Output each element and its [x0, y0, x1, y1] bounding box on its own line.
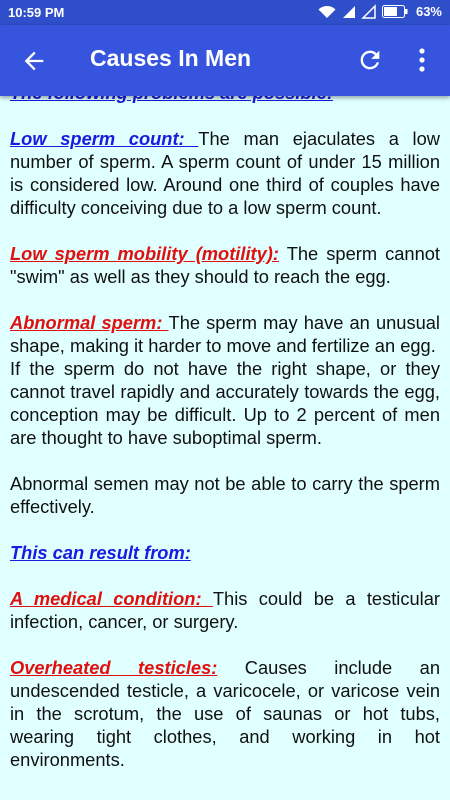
battery-percent: 63%: [415, 4, 442, 19]
section-heading: Abnormal sperm:: [10, 312, 169, 333]
paragraph-text: Abnormal semen may not be able to carry the sperm effectively.: [10, 473, 440, 517]
section-heading: Overheated testicles:: [10, 657, 218, 678]
battery-icon: [382, 5, 408, 18]
refresh-icon[interactable]: [356, 46, 384, 74]
paragraph-abnormal-semen: [10, 472, 440, 518]
paragraph-abnormal-sperm: [10, 311, 440, 449]
paragraph-low-sperm-count: [10, 127, 440, 219]
back-arrow-icon[interactable]: [20, 47, 48, 75]
paragraph-text: Causes include an undescended testicle, a varicocele, or varicose vein in the scrotum, the use of saunas or hot tubs, wearing tight clothes, and working in hot environments.: [10, 657, 440, 770]
paragraph-text: The man ejaculates a low number of sperm. A sperm count of under 15 million is considered low. Around one third of couples have difficulty conceiving due to a low sperm count.: [10, 128, 440, 218]
paragraph-low-motility: [10, 242, 440, 288]
more-vert-icon[interactable]: [412, 46, 432, 74]
paragraph-text: This could be a testicular infection, cancer, or surgery.: [10, 588, 440, 632]
page-title: Causes In Men: [90, 45, 252, 71]
paragraph-text: If the sperm do not have the right shape, or they cannot travel rapidly and accurately towards the egg, conception may be difficult. Up to 2 percent of men are thought to have suboptimal sperm.: [10, 358, 440, 448]
paragraph-result-from: [10, 541, 440, 564]
app-bar: [0, 25, 450, 96]
paragraph-text: The sperm cannot "swim" as well as they should to reach the egg.: [10, 243, 441, 287]
article-content[interactable]: [0, 96, 450, 800]
status-time: 10:59 PM: [8, 5, 65, 20]
signal-icon: [342, 5, 356, 19]
paragraph-overheated: [10, 656, 440, 771]
section-heading: Low sperm mobility (motility):: [10, 243, 279, 264]
paragraph-medical-condition: [10, 587, 440, 633]
section-heading: A medical condition:: [10, 588, 213, 609]
section-heading: Low sperm count:: [10, 128, 199, 149]
wifi-icon: [318, 5, 336, 19]
status-icons: [318, 4, 442, 19]
signal-icon-2: [362, 5, 376, 19]
paragraph-text: The sperm may have an unusual shape, making it harder to move and fertilize an egg.: [10, 312, 440, 356]
status-bar: [0, 0, 450, 25]
section-heading: This can result from:: [10, 542, 191, 563]
